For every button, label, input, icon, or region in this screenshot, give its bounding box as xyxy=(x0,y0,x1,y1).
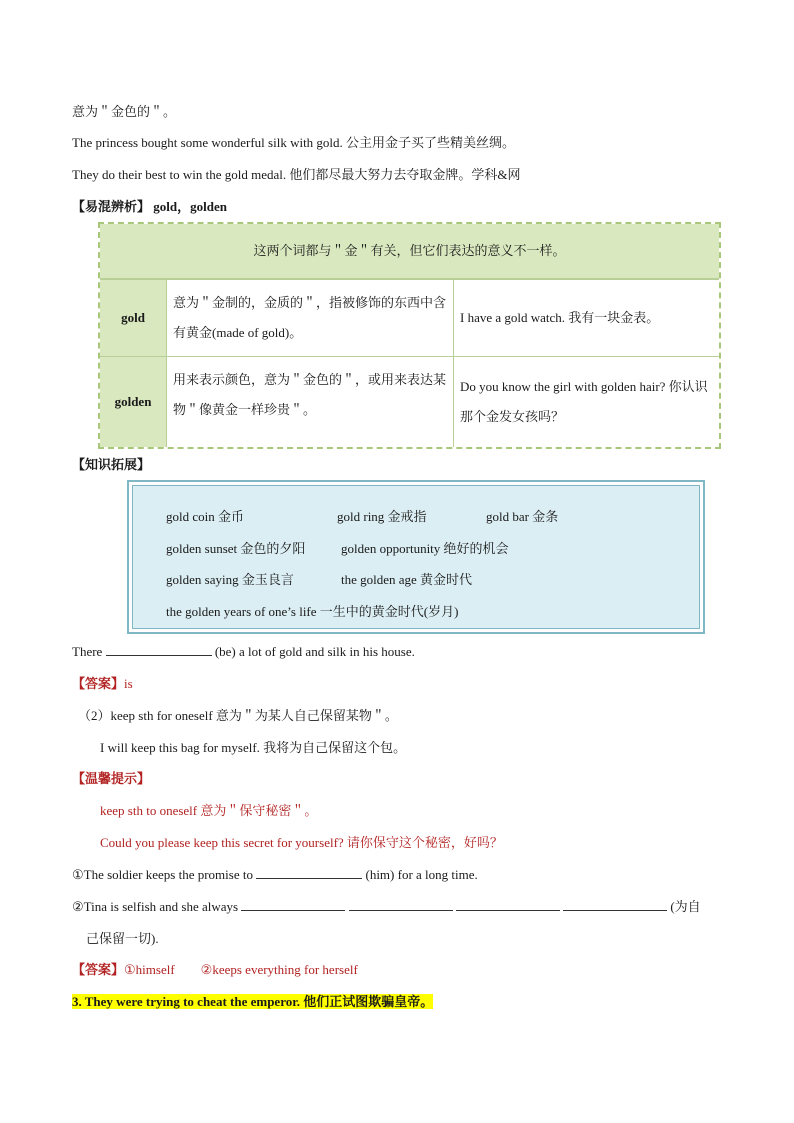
confusion-words: gold，golden xyxy=(150,199,227,214)
comparison-header: 这两个词都与＂金＂有关，但它们表达的意义不一样。 xyxy=(100,224,719,279)
exercise-2-q2-cont: 己保留一切). xyxy=(86,931,159,946)
word-cell: golden xyxy=(100,357,167,447)
exercise-1-after: (be) a lot of gold and silk in his house. xyxy=(214,644,415,659)
sentence-3 xyxy=(72,993,433,1011)
phrase-2-example: I will keep this bag for myself. 我将为自己保留这个包。 xyxy=(100,740,407,755)
comparison-row-gold xyxy=(100,279,719,356)
meaning-cell: 意为＂金制的，金质的＂，指被修饰的东西中含有黄金(made of gold)。 xyxy=(167,280,454,356)
answer-label: 【答案】 xyxy=(72,962,125,977)
q1-before: ①The soldier keeps the promise to xyxy=(72,867,253,882)
phrase-2-title: （2）keep sth for oneself 意为＂为某人自己保留某物＂。 xyxy=(78,708,398,723)
expansion-box xyxy=(127,480,705,634)
answer-2-2: ②keeps everything for herself xyxy=(200,962,358,977)
answer-label: 【答案】 xyxy=(72,676,125,691)
expansion-item: gold bar 金条 xyxy=(486,509,559,524)
exercise-2-q2 xyxy=(72,898,701,916)
text-line-3: They do their best to win the gold medal. 他们都尽最大努力去夺取金牌。学科&网 xyxy=(72,167,521,182)
confusion-label: 【易混辨析】 xyxy=(72,199,151,214)
expansion-item: the golden age 黄金时代 xyxy=(341,572,473,587)
expansion-item: gold ring 金戒指 xyxy=(337,509,427,524)
expansion-item: golden opportunity 绝好的机会 xyxy=(341,541,509,556)
answer-blank[interactable] xyxy=(106,643,212,656)
expansion-item: golden saying 金玉良言 xyxy=(166,572,294,587)
exercise-1-before: There xyxy=(72,644,103,659)
answer-1 xyxy=(72,675,133,693)
answer-blank[interactable] xyxy=(563,898,667,911)
q1-after: (him) for a long time. xyxy=(365,867,478,882)
word-cell: gold xyxy=(100,280,167,356)
exercise-2-q1 xyxy=(72,866,478,884)
text-line-1: 意为＂金色的＂。 xyxy=(72,104,177,119)
answer-2 xyxy=(72,961,358,979)
meaning-cell: 用来表示颜色，意为＂金色的＂，或用来表达某物＂像黄金一样珍贵＂。 xyxy=(167,357,454,447)
q2-after: (为自 xyxy=(670,899,701,914)
expansion-label: 【知识拓展】 xyxy=(72,457,151,472)
comparison-row-golden xyxy=(100,356,719,447)
expansion-item: gold coin 金币 xyxy=(166,509,244,524)
example-cell: Do you know the girl with golden hair? 你认识那个金发女孩吗？ xyxy=(460,379,708,424)
tip-line-1: keep sth to oneself 意为＂保守秘密＂。 xyxy=(100,803,318,818)
example-cell: I have a gold watch. 我有一块金表。 xyxy=(460,310,660,325)
comparison-table xyxy=(98,222,721,449)
q2-before: ②Tina is selfish and she always xyxy=(72,899,239,914)
tip-line-2: Could you please keep this secret for yourself? 请你保守这个秘密，好吗？ xyxy=(100,835,503,850)
answer-text: is xyxy=(124,676,133,691)
answer-2-1: ①himself xyxy=(124,962,175,977)
expansion-box-inner xyxy=(132,485,700,629)
text-line-2: The princess bought some wonderful silk with gold. 公主用金子买了些精美丝绸。 xyxy=(72,135,516,150)
sentence-3-text: 3. They were trying to cheat the emperor. 他们正试图欺骗皇帝。 xyxy=(72,994,434,1009)
expansion-item: the golden years of one’s life 一生中的黄金时代(岁月) xyxy=(166,604,459,619)
expansion-item: golden sunset 金色的夕阳 xyxy=(166,541,306,556)
confusion-heading xyxy=(72,198,227,216)
exercise-1 xyxy=(72,643,415,661)
answer-blank[interactable] xyxy=(241,898,345,911)
answer-blank[interactable] xyxy=(349,898,453,911)
answer-blank[interactable] xyxy=(456,898,560,911)
answer-blank[interactable] xyxy=(256,866,362,879)
tip-label: 【温馨提示】 xyxy=(72,771,151,786)
